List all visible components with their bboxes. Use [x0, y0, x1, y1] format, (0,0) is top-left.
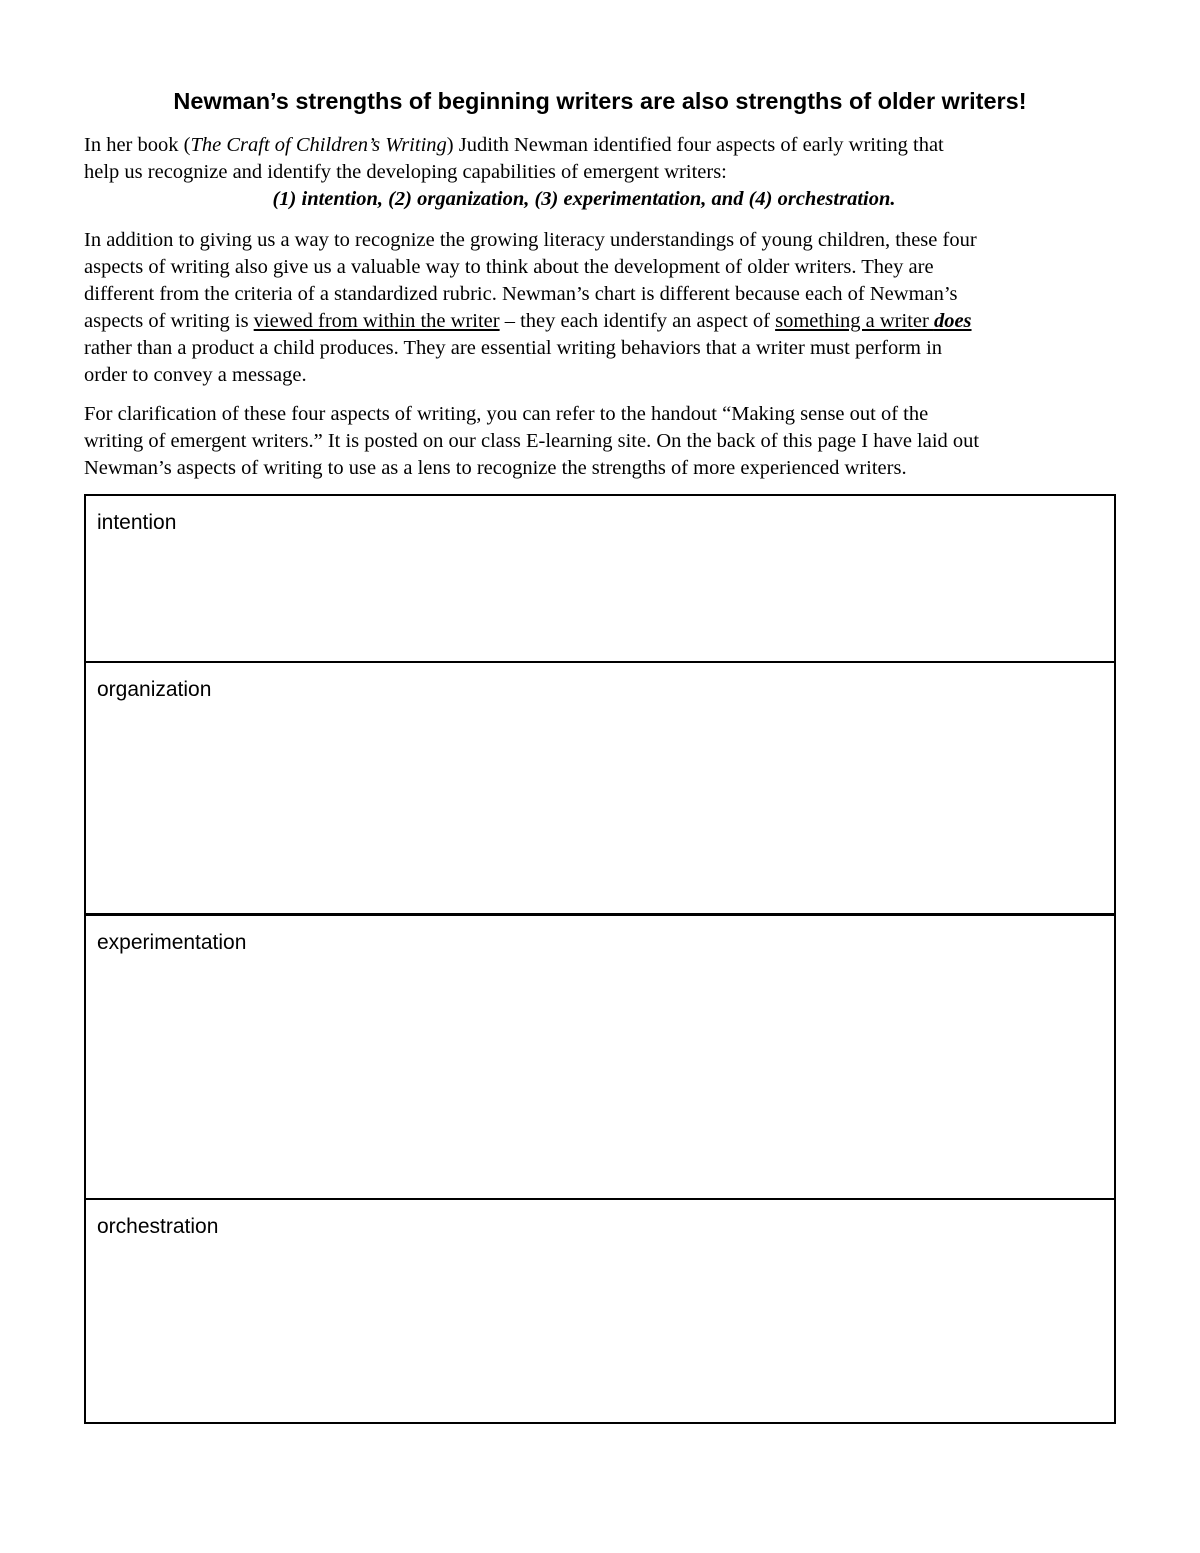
paragraph-2-line: In addition to giving us a way to recognize the growing literacy understandings of young children, these four [84, 229, 977, 251]
table-row-organization [86, 663, 1114, 916]
paragraph-3 [84, 401, 1124, 482]
text-run: aspects of writing is [84, 310, 254, 332]
intro-suffix: ) Judith Newman identified four aspects of early writing that [446, 134, 944, 156]
paragraph-2-line: aspects of writing also give us a valuable way to think about the development of older writers. They are [84, 256, 934, 278]
table-row-experimentation [86, 916, 1114, 1200]
paragraph-2-line [84, 308, 1124, 335]
emphasized-word: does [933, 310, 972, 332]
paragraph-2-line: rather than a product a child produces. They are essential writing behaviors that a writer must perform in [84, 337, 943, 359]
row-label: orchestration [97, 1215, 219, 1238]
row-label: organization [97, 678, 212, 701]
paragraph-2-line: different from the criteria of a standardized rubric. Newman’s chart is different because each of Newman’s [84, 283, 958, 305]
intro-line-2: help us recognize and identify the developing capabilities of emergent writers: [84, 161, 727, 183]
row-label: experimentation [97, 931, 247, 954]
paragraph-2-line: order to convey a message. [84, 364, 307, 386]
aspects-table [84, 494, 1116, 1424]
book-title: The Craft of Children’s Writing [190, 134, 447, 156]
paragraph-3-line: Newman’s aspects of writing to use as a lens to recognize the strengths of more experienced writers. [84, 457, 907, 479]
table-row-orchestration [86, 1200, 1114, 1422]
paragraph-2 [84, 227, 1124, 389]
page-title: Newman’s strengths of beginning writers are also strengths of older writers! [173, 88, 1027, 114]
table-row-intention [86, 496, 1114, 663]
intro-paragraph [84, 132, 1124, 186]
intro-prefix: In her book ( [84, 134, 191, 156]
underlined-phrase: viewed from within the writer [253, 310, 500, 332]
underlined-phrase: something a writer [775, 310, 934, 332]
paragraph-3-line: writing of emergent writers.” It is posted on our class E-learning site. On the back of this page I have laid out [84, 430, 980, 452]
text-run: – they each identify an aspect of [499, 310, 776, 332]
row-label: intention [97, 511, 177, 534]
paragraph-3-line: For clarification of these four aspects of writing, you can refer to the handout “Making sense out of the [84, 403, 929, 425]
aspects-list: (1) intention, (2) organization, (3) experimentation, and (4) orchestration. [272, 188, 896, 210]
intro-line-1 [84, 132, 1124, 159]
